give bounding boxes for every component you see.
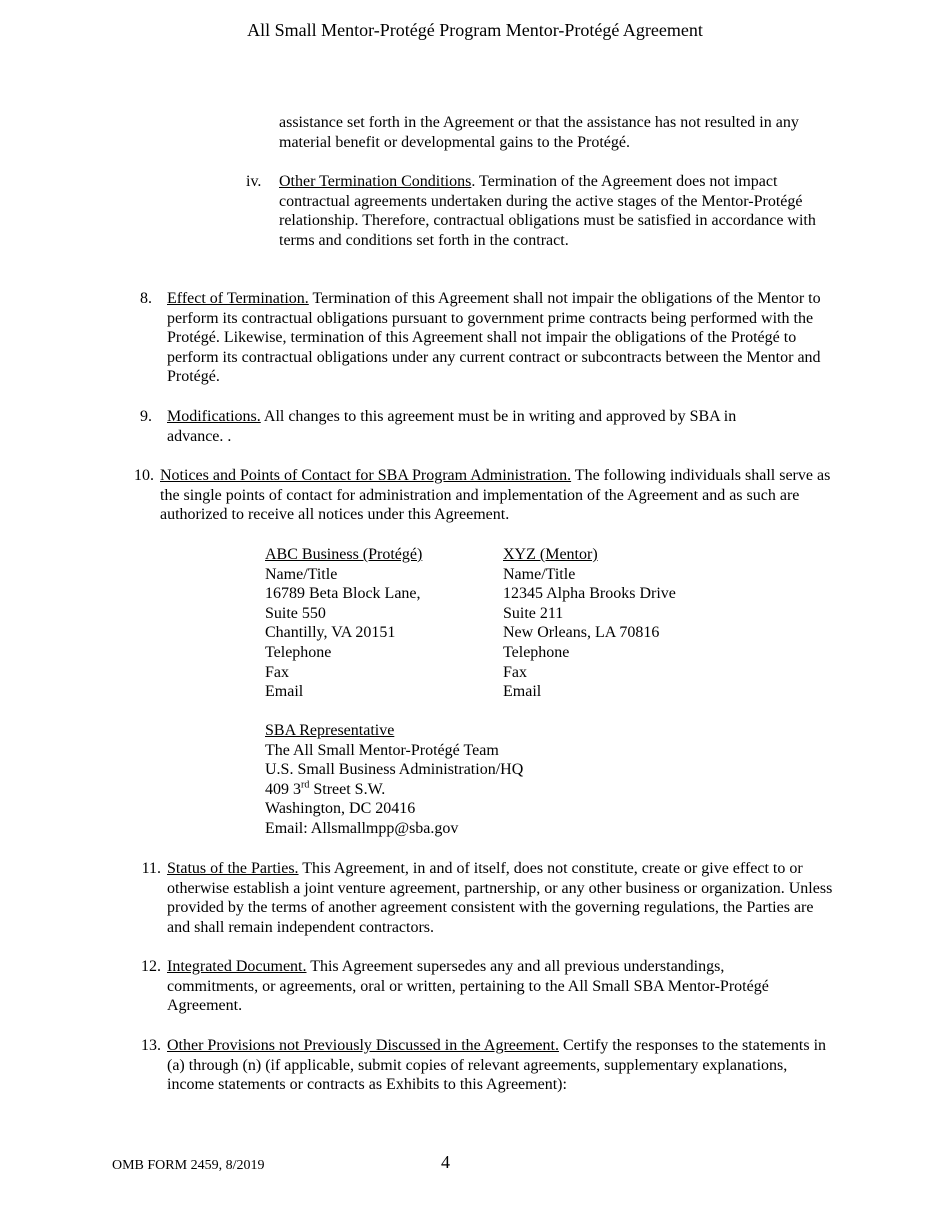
- mentor-line: New Orleans, LA 70816: [503, 624, 660, 642]
- protege-line: Telephone: [265, 643, 332, 661]
- item-iv-number: iv.: [246, 173, 262, 190]
- item-11-heading: Status of the Parties.: [167, 860, 299, 877]
- item-12-number: 12.: [141, 958, 161, 975]
- sba-contact-block: [265, 721, 523, 839]
- item-10-number: 10.: [134, 467, 154, 484]
- item-8-body: Termination of this Agreement shall not impair the obligations of the Mentor to perform its contractual obligations pursuant to government prime contracts being performed with the Protégé. Likewise, termination of this Agreement shall not impair the obligations of the Protégé to perform its contractual obligations under any current contract or subcontracts between the Mentor and Protégé.: [167, 290, 821, 386]
- page-number: 4: [441, 1152, 450, 1172]
- item-12-heading: Integrated Document.: [167, 958, 307, 975]
- sba-city: Washington, DC 20416: [265, 800, 416, 818]
- item-10-heading: Notices and Points of Contact for SBA Program Administration.: [160, 467, 572, 484]
- item-9-paragraph: [167, 407, 792, 446]
- protege-contact-block: [265, 545, 422, 702]
- item-iv-body: . Termination of the Agreement does not impact contractual agreements undertaken during the active stages of the Mentor-Protégé relationship. Therefore, contractual obligations must be satisfied in accordance with terms and conditions set forth in the contract.: [279, 173, 816, 249]
- sba-street: [265, 780, 523, 800]
- item-13-heading: Other Provisions not Previously Discussed in the Agreement.: [167, 1037, 559, 1054]
- sba-street-suffix: Street S.W.: [309, 780, 386, 798]
- continuation-paragraph: assistance set forth in the Agreement or that the assistance has not resulted in any material benefit or developmental gains to the Protégé.: [279, 114, 799, 151]
- item-12-body: This Agreement supersedes any and all previous understandings, commitments, or agreements, oral or written, pertaining to the All Small SBA Mentor-Protégé Agreement.: [167, 958, 769, 1015]
- item-9-number: 9.: [140, 408, 152, 425]
- item-8-heading: Effect of Termination.: [167, 290, 309, 307]
- item-8-paragraph: [167, 289, 827, 387]
- item-13-body: Certify the responses to the statements in (a) through (n) (if applicable, submit copies of relevant agreements, supplementary explanations, income statements or contracts as Exhibits to this Agreement):: [167, 1037, 827, 1094]
- sba-street-prefix: 409 3: [265, 780, 301, 798]
- sba-street-sup: rd: [301, 779, 310, 791]
- protege-line: Name/Title: [265, 565, 338, 583]
- item-11-paragraph: [167, 859, 837, 937]
- sba-heading: SBA Representative: [265, 722, 395, 739]
- item-8-number: 8.: [140, 290, 152, 307]
- item-9-body: All changes to this agreement must be in writing and approved by SBA in advance. .: [167, 408, 737, 445]
- protege-line: Chantilly, VA 20151: [265, 624, 396, 642]
- mentor-line: Email: [503, 683, 542, 701]
- item-13-number: 13.: [141, 1037, 161, 1054]
- item-12-paragraph: [167, 957, 817, 1016]
- protege-heading: ABC Business (Protégé): [265, 546, 423, 563]
- item-iv-heading: Other Termination Conditions: [279, 173, 472, 190]
- item-iv-paragraph: [279, 172, 834, 250]
- page-header-title: All Small Mentor-Protégé Program Mentor-Protégé Agreement: [247, 20, 703, 40]
- mentor-heading: XYZ (Mentor): [503, 546, 598, 563]
- sba-team: The All Small Mentor-Protégé Team: [265, 741, 499, 759]
- sba-email: Email: Allsmallmpp@sba.gov: [265, 819, 459, 837]
- item-11-number: 11.: [141, 860, 161, 877]
- protege-line: Suite 550: [265, 604, 326, 622]
- item-13-paragraph: [167, 1036, 835, 1095]
- item-10-paragraph: [160, 466, 832, 525]
- mentor-line: Name/Title: [503, 565, 576, 583]
- footer-form-id: OMB FORM 2459, 8/2019: [112, 1158, 265, 1173]
- item-10-body: The following individuals shall serve as the single points of contact for administration and implementation of the Agreement and as such are authorized to receive all notices under this Agreement.: [160, 467, 831, 524]
- protege-line: Fax: [265, 663, 289, 681]
- item-11-body: This Agreement, in and of itself, does not constitute, create or give effect to or otherwise establish a joint venture agreement, partnership, or any other business or organization. Unless provided by the terms of another agreement consistent with the governing regulations, the Parties are and shall remain independent contractors.: [167, 860, 833, 936]
- mentor-line: 12345 Alpha Brooks Drive: [503, 585, 676, 603]
- mentor-line: Telephone: [503, 643, 570, 661]
- item-9-heading: Modifications.: [167, 408, 261, 425]
- mentor-line: Fax: [503, 663, 527, 681]
- mentor-line: Suite 211: [503, 604, 564, 622]
- protege-line: 16789 Beta Block Lane,: [265, 585, 421, 603]
- protege-line: Email: [265, 683, 304, 701]
- mentor-contact-block: [503, 545, 676, 702]
- sba-org: U.S. Small Business Administration/HQ: [265, 761, 524, 779]
